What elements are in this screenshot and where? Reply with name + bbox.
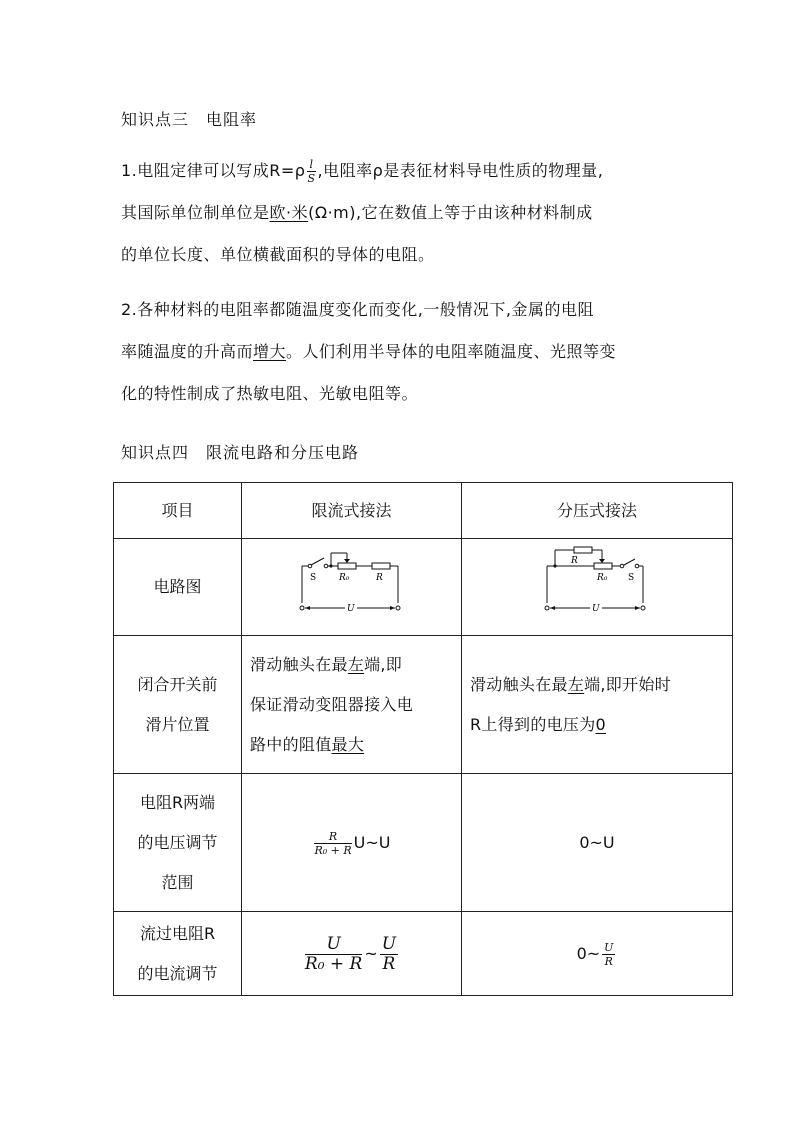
header-limiting: 限流式接法 <box>242 483 462 539</box>
section-3-title: 知识点三 电阻率 <box>121 110 258 129</box>
divider-voltage-range: 0~U <box>462 774 733 912</box>
limiting-label-R0: R₀ <box>338 572 349 583</box>
divider-circuit-cell <box>462 539 733 636</box>
limiting-current-range: $\frac{U}{\text{R₀ + R}}$ ~ $\frac{U}{R}$ <box>242 912 462 996</box>
l-over-s-fraction: $\frac{l}{S}$ <box>307 158 316 185</box>
paragraph-2: 2.各种材料的电阻率都随温度变化而变化,一般情况下,金属的电阻 率随温度的升高而增大。人们利用半导体的电阻率随温度、光照等变 化的特性制成了热敏电阻、光敏电阻等。 <box>121 300 617 403</box>
table-row-circuit <box>114 539 733 636</box>
limiting-label-U: U <box>346 603 355 614</box>
divider-circuit-diagram <box>542 545 652 615</box>
label-slider-position: 闭合开关前 滑片位置 <box>114 636 242 774</box>
divider-current-range: 0~ $\frac{U}{R}$ <box>462 912 733 996</box>
current-fraction-max: $\frac{U}{R}$ <box>381 933 397 974</box>
paragraph-1: 1.电阻定律可以写成R=ρ $\frac{l}{S}$ ,电阻率ρ是表征材料导电性质的物理量, 其国际单位制单位是欧·米(Ω·m),它在数值上等于由该种材料制成 的单位长度、单位横截面积的导体的电阻。 <box>121 158 604 264</box>
divider-label-S: S <box>628 572 635 583</box>
label-circuit: 电路图 <box>114 539 242 636</box>
answer-blank-unit: 欧·米 <box>269 203 309 222</box>
answer-blank-zero: 0 <box>595 714 607 734</box>
comparison-table <box>113 482 733 996</box>
divider-label-R: R <box>571 555 578 566</box>
header-item: 项目 <box>114 483 242 539</box>
limiting-slider-text: 滑动触头在最左端,即 保证滑动变阻器接入电 路中的阻值最大 <box>242 636 462 774</box>
divider-label-R0: R₀ <box>597 572 608 583</box>
limiting-label-S: S <box>309 572 316 583</box>
limiting-circuit-diagram <box>297 545 407 615</box>
table-row-current-range <box>114 912 733 996</box>
limiting-circuit-cell <box>242 539 462 636</box>
limiting-voltage-range: $\frac{R}{\text{R₀ + R}}$ U~U <box>242 774 462 912</box>
table-header-row <box>114 483 733 539</box>
table-row-voltage-range <box>114 774 733 912</box>
label-voltage-range: 电阻R两端 的电压调节 范围 <box>114 774 242 912</box>
label-current-range: 流过电阻R 的电流调节 <box>114 912 242 996</box>
section-4-title: 知识点四 限流电路和分压电路 <box>121 443 360 462</box>
divider-slider-text: 滑动触头在最左端,即开始时 R上得到的电压为0 <box>462 636 733 774</box>
limiting-label-R: R <box>375 572 383 583</box>
answer-blank-increase: 增大 <box>253 342 287 361</box>
answer-blank-left-2: 左 <box>567 674 585 694</box>
table-row-slider-position <box>114 636 733 774</box>
answer-blank-max: 最大 <box>331 734 365 754</box>
current-fraction-divider: $\frac{U}{R}$ <box>604 940 614 968</box>
answer-blank-left: 左 <box>347 654 365 674</box>
divider-label-U: U <box>592 603 600 614</box>
header-divider: 分压式接法 <box>462 483 733 539</box>
current-fraction-min: $\frac{U}{\text{R₀ + R}}$ <box>304 933 363 974</box>
voltage-fraction: $\frac{R}{\text{R₀ + R}}$ <box>314 829 352 857</box>
